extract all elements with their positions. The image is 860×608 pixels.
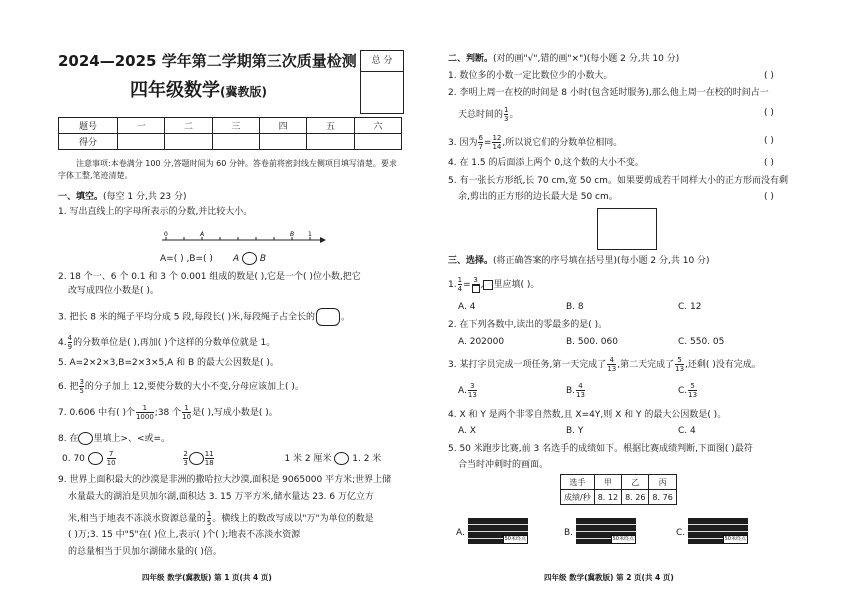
compare-circle[interactable] bbox=[189, 452, 204, 465]
judge-3-answer[interactable]: ( ) bbox=[764, 136, 774, 146]
choice-3-option-a[interactable]: A. $\frac{3}{13}$ bbox=[458, 382, 477, 399]
tick-label-0: 0 bbox=[164, 231, 168, 238]
choice-2: 2. 在下列各数中,读出的零最多的是( )。 bbox=[448, 320, 608, 330]
race-track-c[interactable] bbox=[688, 518, 748, 544]
race-results-table bbox=[560, 474, 677, 505]
fraction: $\frac{1}{4}$ bbox=[457, 276, 463, 293]
section-2-heading: 二、判断。(对的画"√",错的画"×")(每小题 2 分,共 10 分) bbox=[448, 54, 680, 64]
grade-header-cell: 六 bbox=[354, 118, 401, 134]
question-1-answer: A=( ) ,B=( ) A B bbox=[160, 254, 267, 264]
judge-2-line-2: 天总时间的 $\frac{1}{3}$ 。 bbox=[458, 106, 519, 123]
fraction: $\frac{1}{3}$ bbox=[504, 106, 509, 123]
choice-1-option-a[interactable]: A. 4 bbox=[458, 302, 476, 312]
race-header-cell: 甲 bbox=[594, 475, 621, 490]
fraction: $\frac{4}{13}$ bbox=[607, 356, 617, 373]
race-header-cell: 乙 bbox=[622, 475, 649, 490]
finish-label: 50米终点 bbox=[612, 536, 634, 542]
race-row-label: 成绩/秒 bbox=[561, 490, 595, 505]
grade-score-cell[interactable] bbox=[118, 134, 165, 150]
rectangle-figure bbox=[597, 208, 657, 250]
question-9-line-1: 9. 世界上面积最大的沙漠是非洲的撒哈拉大沙漠,面积是 9065000 平方米;世界上储 bbox=[58, 475, 392, 485]
question-9-line-3: 米,相当于地表不冻淡水资源总量的 $\frac{1}{5}$ 。横线上的数改写成以"万"为单位的数是 bbox=[68, 510, 374, 527]
choice-4: 4. X 和 Y 是两个非零自然数,且 X=4Y,则 X 和 Y 的最大公因数是( )。 bbox=[448, 410, 727, 420]
grade-header-cell: 题号 bbox=[59, 118, 118, 134]
grade-score-cell[interactable] bbox=[307, 134, 354, 150]
choice-5-line-1: 5. 50 米跑步比赛,前 3 名选手的成绩如下。根据比赛成绩判断,下面图( )最符 bbox=[448, 444, 753, 454]
circle-icon bbox=[78, 432, 93, 445]
judge-4-answer[interactable]: ( ) bbox=[764, 158, 774, 168]
fraction: $\frac{3}{13}$ bbox=[467, 382, 477, 399]
notice-line-2: 字体工整,笔迹清楚。 bbox=[58, 171, 133, 180]
fraction-blank[interactable] bbox=[316, 308, 340, 326]
judge-4: 4. 在 1.5 的后面添上两个 0,这个数的大小不变。 bbox=[448, 158, 644, 168]
question-9-line-2: 水量最大的湖泊是贝加尔湖,面积达 3. 15 万平方米,储水量达 23. 6 万亿立方 bbox=[68, 492, 374, 502]
choice-3: 3. 某打字员完成一项任务,第一天完成了 $\frac{4}{13}$ ,第二天完成了 $\frac{5}{13}$ ,还剩( )没有完成。 bbox=[448, 356, 761, 373]
section-3-heading: 三、选择。(将正确答案的序号填在括号里)(每小题 2 分,共 10 分) bbox=[448, 256, 710, 266]
page-footer: 四年级 数学(冀教版) 第 1 页(共 4 页) bbox=[142, 573, 272, 582]
finish-label: 50米终点 bbox=[504, 536, 526, 542]
fraction: $\frac{4}{13}$ bbox=[576, 382, 585, 399]
fraction: $\frac{4}{9}$ bbox=[67, 334, 73, 351]
question-2-line-2: 改写成四位小数是( )。 bbox=[68, 286, 159, 296]
choice-2-option-a[interactable]: A. 202000 bbox=[458, 337, 505, 347]
question-4: 4. $\frac{4}{9}$ 的分数单位是( ),再加( )个这样的分数单位就是 1。 bbox=[58, 334, 276, 351]
judge-1-answer[interactable]: ( ) bbox=[764, 71, 774, 81]
race-option-b-label[interactable]: B. bbox=[564, 528, 574, 538]
race-header-cell: 丙 bbox=[649, 475, 676, 490]
choice-4-option-b[interactable]: B. Y bbox=[566, 426, 584, 436]
race-option-a-label[interactable]: A. bbox=[456, 528, 465, 538]
number-line-arrow bbox=[320, 237, 326, 243]
exam-title: 2024—2025 学年第二学期第三次质量检测 bbox=[58, 52, 357, 70]
subject-title: 四年级数学(冀教版) bbox=[130, 80, 267, 101]
blank-box bbox=[472, 285, 480, 293]
question-8-items: 0. 70 $\frac{7}{10}$ $\frac{2}{3}$ $\frac{11}{18}$ 1 米 2 厘米 1. 2 米 bbox=[62, 450, 382, 467]
number-line bbox=[160, 228, 330, 250]
choice-2-option-c[interactable]: C. 550. 05 bbox=[678, 337, 725, 347]
notice-line-1: 注意事项:本卷满分 100 分,答题时间为 60 分钟。答卷前将密封线左侧项目填写清楚。要求 bbox=[76, 159, 397, 168]
judge-5-line-2: 余,剪出的正方形的边长最大是 50 cm。 bbox=[458, 192, 618, 202]
grade-header-cell: 三 bbox=[212, 118, 259, 134]
judge-3: 3. 因为 $\frac{6}{7}$ = $\frac{12}{14}$ ,所以说它们的分数单位相同。 bbox=[448, 134, 623, 151]
choice-5-line-2: 合当时冲刺时的画面。 bbox=[458, 460, 549, 470]
fraction: $\frac{11}{18}$ bbox=[204, 450, 214, 467]
tick-label-1: 1 bbox=[308, 231, 312, 238]
fraction: $\frac{12}{14}$ bbox=[492, 134, 502, 151]
question-9-line-4: ( )万;3. 15 中"5"在( )位上,表示( )个( );地表不冻淡水资源 bbox=[68, 530, 301, 540]
fraction: $\frac{2}{3}$ bbox=[183, 450, 188, 467]
question-5: 5. A=2×2×3,B=2×3×5,A 和 B 的最大公因数是( )。 bbox=[58, 358, 279, 368]
race-track-a[interactable] bbox=[468, 518, 528, 544]
question-3: 3. 把长 8 米的绳子平均分成 5 段,每段长( )米,每段绳子占全长的 。 bbox=[58, 308, 350, 326]
compare-circle[interactable] bbox=[242, 252, 257, 265]
question-8: 8. 在 里填上>、<或=。 bbox=[58, 434, 171, 444]
fraction: $\frac{1}{1000}$ bbox=[135, 404, 154, 421]
choice-1-option-c[interactable]: C. 12 bbox=[678, 302, 702, 312]
race-track-b[interactable] bbox=[576, 518, 636, 544]
grade-score-cell[interactable] bbox=[212, 134, 259, 150]
race-time-cell: 8. 26 bbox=[622, 490, 649, 505]
question-9-line-5: 的总量相当于贝加尔湖储水量的( )倍。 bbox=[68, 547, 222, 557]
grade-score-cell[interactable] bbox=[354, 134, 401, 150]
race-option-c-label[interactable]: C. bbox=[676, 528, 686, 538]
question-2-line-1: 2. 18 个一、6 个 0.1 和 3 个 0.001 组成的数是( ),它是一个( )位小数,把它 bbox=[58, 272, 361, 282]
question-7: 7. 0.606 中有( )个 $\frac{1}{1000}$ ;38 个 $\frac{1}{10}$ 是( ),写成小数是( )。 bbox=[58, 404, 278, 421]
choice-1-option-b[interactable]: B. 8 bbox=[566, 302, 584, 312]
fraction: $\frac{5}{13}$ bbox=[688, 382, 698, 399]
race-time-cell: 8. 76 bbox=[649, 490, 676, 505]
question-6: 6. 把 $\frac{3}{5}$ 的分子加上 12,要使分数的大小不变,分母应该加上( )。 bbox=[58, 378, 304, 395]
grade-header-cell: 一 bbox=[118, 118, 165, 134]
grade-table bbox=[58, 117, 402, 150]
choice-1: 1. $\frac{1}{4}$ = 3 , 里应填( )。 bbox=[448, 276, 540, 293]
finish-label: 50米终点 bbox=[724, 536, 746, 542]
grade-score-cell[interactable] bbox=[259, 134, 306, 150]
fraction: $\frac{5}{13}$ bbox=[675, 356, 685, 373]
judge-2-line-1: 2. 李明上周一在校的时间是 8 小时(包含延时服务),那么他上周一在校的时间占一 bbox=[448, 88, 769, 98]
tick-label-a: A bbox=[200, 231, 205, 238]
race-time-cell: 8. 12 bbox=[594, 490, 621, 505]
page-footer: 四年级 数学(冀教版) 第 2 页(共 4 页) bbox=[544, 573, 674, 582]
judge-5-answer[interactable]: ( ) bbox=[764, 192, 774, 202]
question-1: 1. 写出直线上的字母所表示的分数,并比较大小。 bbox=[58, 207, 253, 217]
grade-header-cell: 二 bbox=[165, 118, 212, 134]
grade-score-label: 得分 bbox=[59, 134, 118, 150]
section-1-heading: 一、填空。(每空 1 分,共 23 分) bbox=[58, 192, 187, 202]
fraction: $\frac{1}{5}$ bbox=[206, 510, 212, 527]
grade-score-cell[interactable] bbox=[165, 134, 212, 150]
fraction: $\frac{7}{10}$ bbox=[106, 450, 116, 467]
choice-3-option-b[interactable]: B. $\frac{4}{13}$ bbox=[566, 382, 585, 399]
choice-4-option-c[interactable]: C. 4 bbox=[678, 426, 696, 436]
fraction: $\frac{1}{10}$ bbox=[182, 404, 192, 421]
fraction: $\frac{3}{5}$ bbox=[79, 378, 84, 395]
race-header-cell: 选手 bbox=[561, 475, 595, 490]
choice-4-option-a[interactable]: A. X bbox=[458, 426, 476, 436]
judge-2-answer[interactable]: ( ) bbox=[764, 108, 774, 118]
compare-circle[interactable] bbox=[334, 452, 349, 465]
judge-1: 1. 数位多的小数一定比数位少的小数大。 bbox=[448, 71, 613, 81]
choice-2-option-b[interactable]: B. 500. 060 bbox=[566, 337, 618, 347]
total-score-label: 总 分 bbox=[361, 51, 403, 72]
fraction: $\frac{6}{7}$ bbox=[478, 134, 483, 151]
compare-circle[interactable] bbox=[88, 452, 103, 465]
total-score-box bbox=[360, 50, 404, 114]
fraction: 3 bbox=[472, 276, 480, 293]
tick-label-b: B bbox=[290, 231, 295, 238]
page-2 bbox=[430, 0, 860, 608]
judge-5-line-1: 5. 有一张长方形纸,长 70 cm,宽 50 cm。如果要剪成若干同样大小的正方形而没有剩 bbox=[448, 176, 788, 186]
choice-3-option-c[interactable]: C. $\frac{5}{13}$ bbox=[678, 382, 698, 399]
grade-header-cell: 四 bbox=[259, 118, 306, 134]
grade-header-cell: 五 bbox=[307, 118, 354, 134]
blank-box bbox=[483, 280, 493, 290]
